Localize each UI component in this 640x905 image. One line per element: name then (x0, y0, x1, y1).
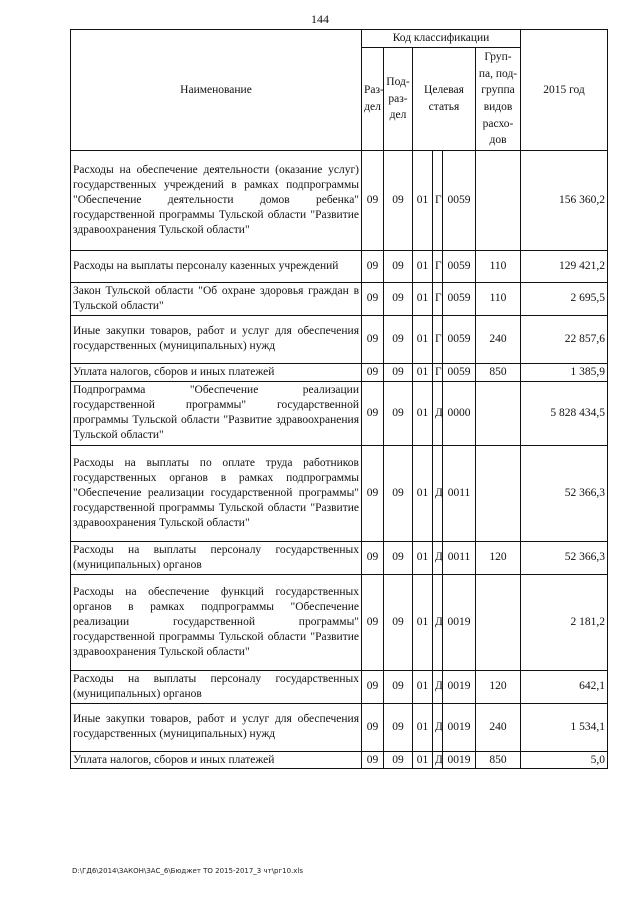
row-target-subprogram: Д (433, 541, 443, 574)
table-row (71, 703, 608, 751)
row-target-subprogram: Д (433, 703, 443, 751)
row-podrazdel: 09 (384, 381, 413, 445)
row-name: Иные закупки товаров, работ и услуг для обеспечения государственных (муниципальных) нужд (71, 315, 362, 363)
row-amount: 642,1 (521, 670, 608, 703)
row-target-program: 01 (413, 363, 433, 381)
row-target-direction: 0011 (443, 445, 476, 541)
row-target-direction: 0011 (443, 541, 476, 574)
row-podrazdel: 09 (384, 574, 413, 670)
row-target-subprogram: Г (433, 250, 443, 282)
header-target: Целевая статья (413, 47, 476, 150)
row-expense-group: 110 (476, 250, 521, 282)
footer-file-path: D:\ГД6\2014\ЗАКОН\ЗАС_6\Бюджет ТО 2015-2017_3 чт\рг10.xls (72, 867, 304, 875)
row-amount: 156 360,2 (521, 150, 608, 250)
table-row (71, 381, 608, 445)
table-body (71, 150, 608, 769)
row-expense-group: 240 (476, 315, 521, 363)
row-podrazdel: 09 (384, 541, 413, 574)
row-target-program: 01 (413, 574, 433, 670)
row-razdel: 09 (362, 670, 384, 703)
row-amount: 1 534,1 (521, 703, 608, 751)
row-target-subprogram: Г (433, 150, 443, 250)
row-target-direction: 0019 (443, 670, 476, 703)
row-amount: 22 857,6 (521, 315, 608, 363)
row-podrazdel: 09 (384, 250, 413, 282)
row-razdel: 09 (362, 315, 384, 363)
row-target-program: 01 (413, 751, 433, 769)
row-target-subprogram: Д (433, 574, 443, 670)
table-row (71, 315, 608, 363)
row-amount: 52 366,3 (521, 541, 608, 574)
row-podrazdel: 09 (384, 363, 413, 381)
header-razdel: Раз-дел (362, 47, 384, 150)
row-razdel: 09 (362, 703, 384, 751)
header-row (71, 30, 608, 48)
row-name: Расходы на обеспечение функций государственных органов в рамках подпрограммы "Обеспечение реализации государственной программы" государственной программы Тульской области "Развитие здравоохранения Тульской области" (71, 574, 362, 670)
row-target-program: 01 (413, 381, 433, 445)
row-podrazdel: 09 (384, 150, 413, 250)
row-amount: 1 385,9 (521, 363, 608, 381)
row-expense-group (476, 574, 521, 670)
row-target-program: 01 (413, 541, 433, 574)
row-target-direction: 0019 (443, 574, 476, 670)
header-name: Наименование (71, 30, 362, 151)
row-expense-group (476, 381, 521, 445)
row-target-program: 01 (413, 315, 433, 363)
table-row (71, 150, 608, 250)
row-target-direction: 0059 (443, 282, 476, 315)
row-target-direction: 0059 (443, 315, 476, 363)
row-name: Расходы на выплаты персоналу государственных (муниципальных) органов (71, 670, 362, 703)
row-razdel: 09 (362, 282, 384, 315)
row-expense-group: 850 (476, 751, 521, 769)
row-podrazdel: 09 (384, 751, 413, 769)
row-amount: 129 421,2 (521, 250, 608, 282)
header-group: Груп-па, под-группа видов расхо-дов (476, 47, 521, 150)
row-podrazdel: 09 (384, 703, 413, 751)
row-target-subprogram: Г (433, 363, 443, 381)
header-podrazdel: Под-раз-дел (384, 47, 413, 150)
row-expense-group (476, 150, 521, 250)
row-name: Расходы на выплаты персоналу государственных (муниципальных) органов (71, 541, 362, 574)
row-expense-group: 240 (476, 703, 521, 751)
row-expense-group: 850 (476, 363, 521, 381)
row-name: Расходы на выплаты по оплате труда работников государственных органов в рамках подпрограммы "Обеспечение реализации государственной программы" государственной программы Тульской области "Развитие здравоохранения Тульской области" (71, 445, 362, 541)
row-amount: 52 366,3 (521, 445, 608, 541)
row-target-program: 01 (413, 250, 433, 282)
table-row (71, 670, 608, 703)
row-name: Закон Тульской области "Об охране здоровья граждан в Тульской области" (71, 282, 362, 315)
row-podrazdel: 09 (384, 282, 413, 315)
row-target-program: 01 (413, 150, 433, 250)
row-target-direction: 0059 (443, 363, 476, 381)
row-amount: 5,0 (521, 751, 608, 769)
row-target-subprogram: Г (433, 315, 443, 363)
row-target-program: 01 (413, 670, 433, 703)
table-row (71, 574, 608, 670)
row-expense-group (476, 445, 521, 541)
table-row (71, 250, 608, 282)
row-razdel: 09 (362, 381, 384, 445)
row-target-subprogram: Д (433, 670, 443, 703)
row-target-subprogram: Г (433, 282, 443, 315)
row-target-direction: 0000 (443, 381, 476, 445)
row-target-direction: 0059 (443, 250, 476, 282)
row-razdel: 09 (362, 363, 384, 381)
row-razdel: 09 (362, 445, 384, 541)
row-target-program: 01 (413, 445, 433, 541)
row-name: Иные закупки товаров, работ и услуг для обеспечения государственных (муниципальных) нужд (71, 703, 362, 751)
header-code-group: Код классификации (362, 30, 521, 48)
row-name: Расходы на обеспечение деятельности (оказание услуг) государственных учреждений в рамках подпрограммы "Обеспечение деятельности домов ребенка" государственной программы Тульской области "Развитие здравоохранения Тульской области" (71, 150, 362, 250)
row-razdel: 09 (362, 751, 384, 769)
row-name: Уплата налогов, сборов и иных платежей (71, 751, 362, 769)
row-razdel: 09 (362, 150, 384, 250)
table-row (71, 541, 608, 574)
budget-table (70, 29, 608, 769)
row-podrazdel: 09 (384, 445, 413, 541)
table-row (71, 282, 608, 315)
row-name: Расходы на выплаты персоналу казенных учреждений (71, 250, 362, 282)
row-target-direction: 0019 (443, 703, 476, 751)
row-name: Подпрограмма "Обеспечение реализации государственной программы" государственной программы Тульской области "Развитие здравоохранения Тульской области" (71, 381, 362, 445)
row-expense-group: 110 (476, 282, 521, 315)
page-number: 144 (311, 12, 329, 26)
row-amount: 2 181,2 (521, 574, 608, 670)
row-podrazdel: 09 (384, 670, 413, 703)
row-expense-group: 120 (476, 541, 521, 574)
row-target-direction: 0019 (443, 751, 476, 769)
row-razdel: 09 (362, 250, 384, 282)
row-target-program: 01 (413, 703, 433, 751)
row-target-subprogram: Д (433, 751, 443, 769)
row-target-direction: 0059 (443, 150, 476, 250)
table-row (71, 363, 608, 381)
row-razdel: 09 (362, 541, 384, 574)
row-target-program: 01 (413, 282, 433, 315)
table-row (71, 751, 608, 769)
row-podrazdel: 09 (384, 315, 413, 363)
row-target-subprogram: Д (433, 445, 443, 541)
row-razdel: 09 (362, 574, 384, 670)
row-amount: 2 695,5 (521, 282, 608, 315)
row-amount: 5 828 434,5 (521, 381, 608, 445)
row-expense-group: 120 (476, 670, 521, 703)
row-name: Уплата налогов, сборов и иных платежей (71, 363, 362, 381)
row-target-subprogram: Д (433, 381, 443, 445)
table-row (71, 445, 608, 541)
header-year: 2015 год (521, 30, 608, 151)
